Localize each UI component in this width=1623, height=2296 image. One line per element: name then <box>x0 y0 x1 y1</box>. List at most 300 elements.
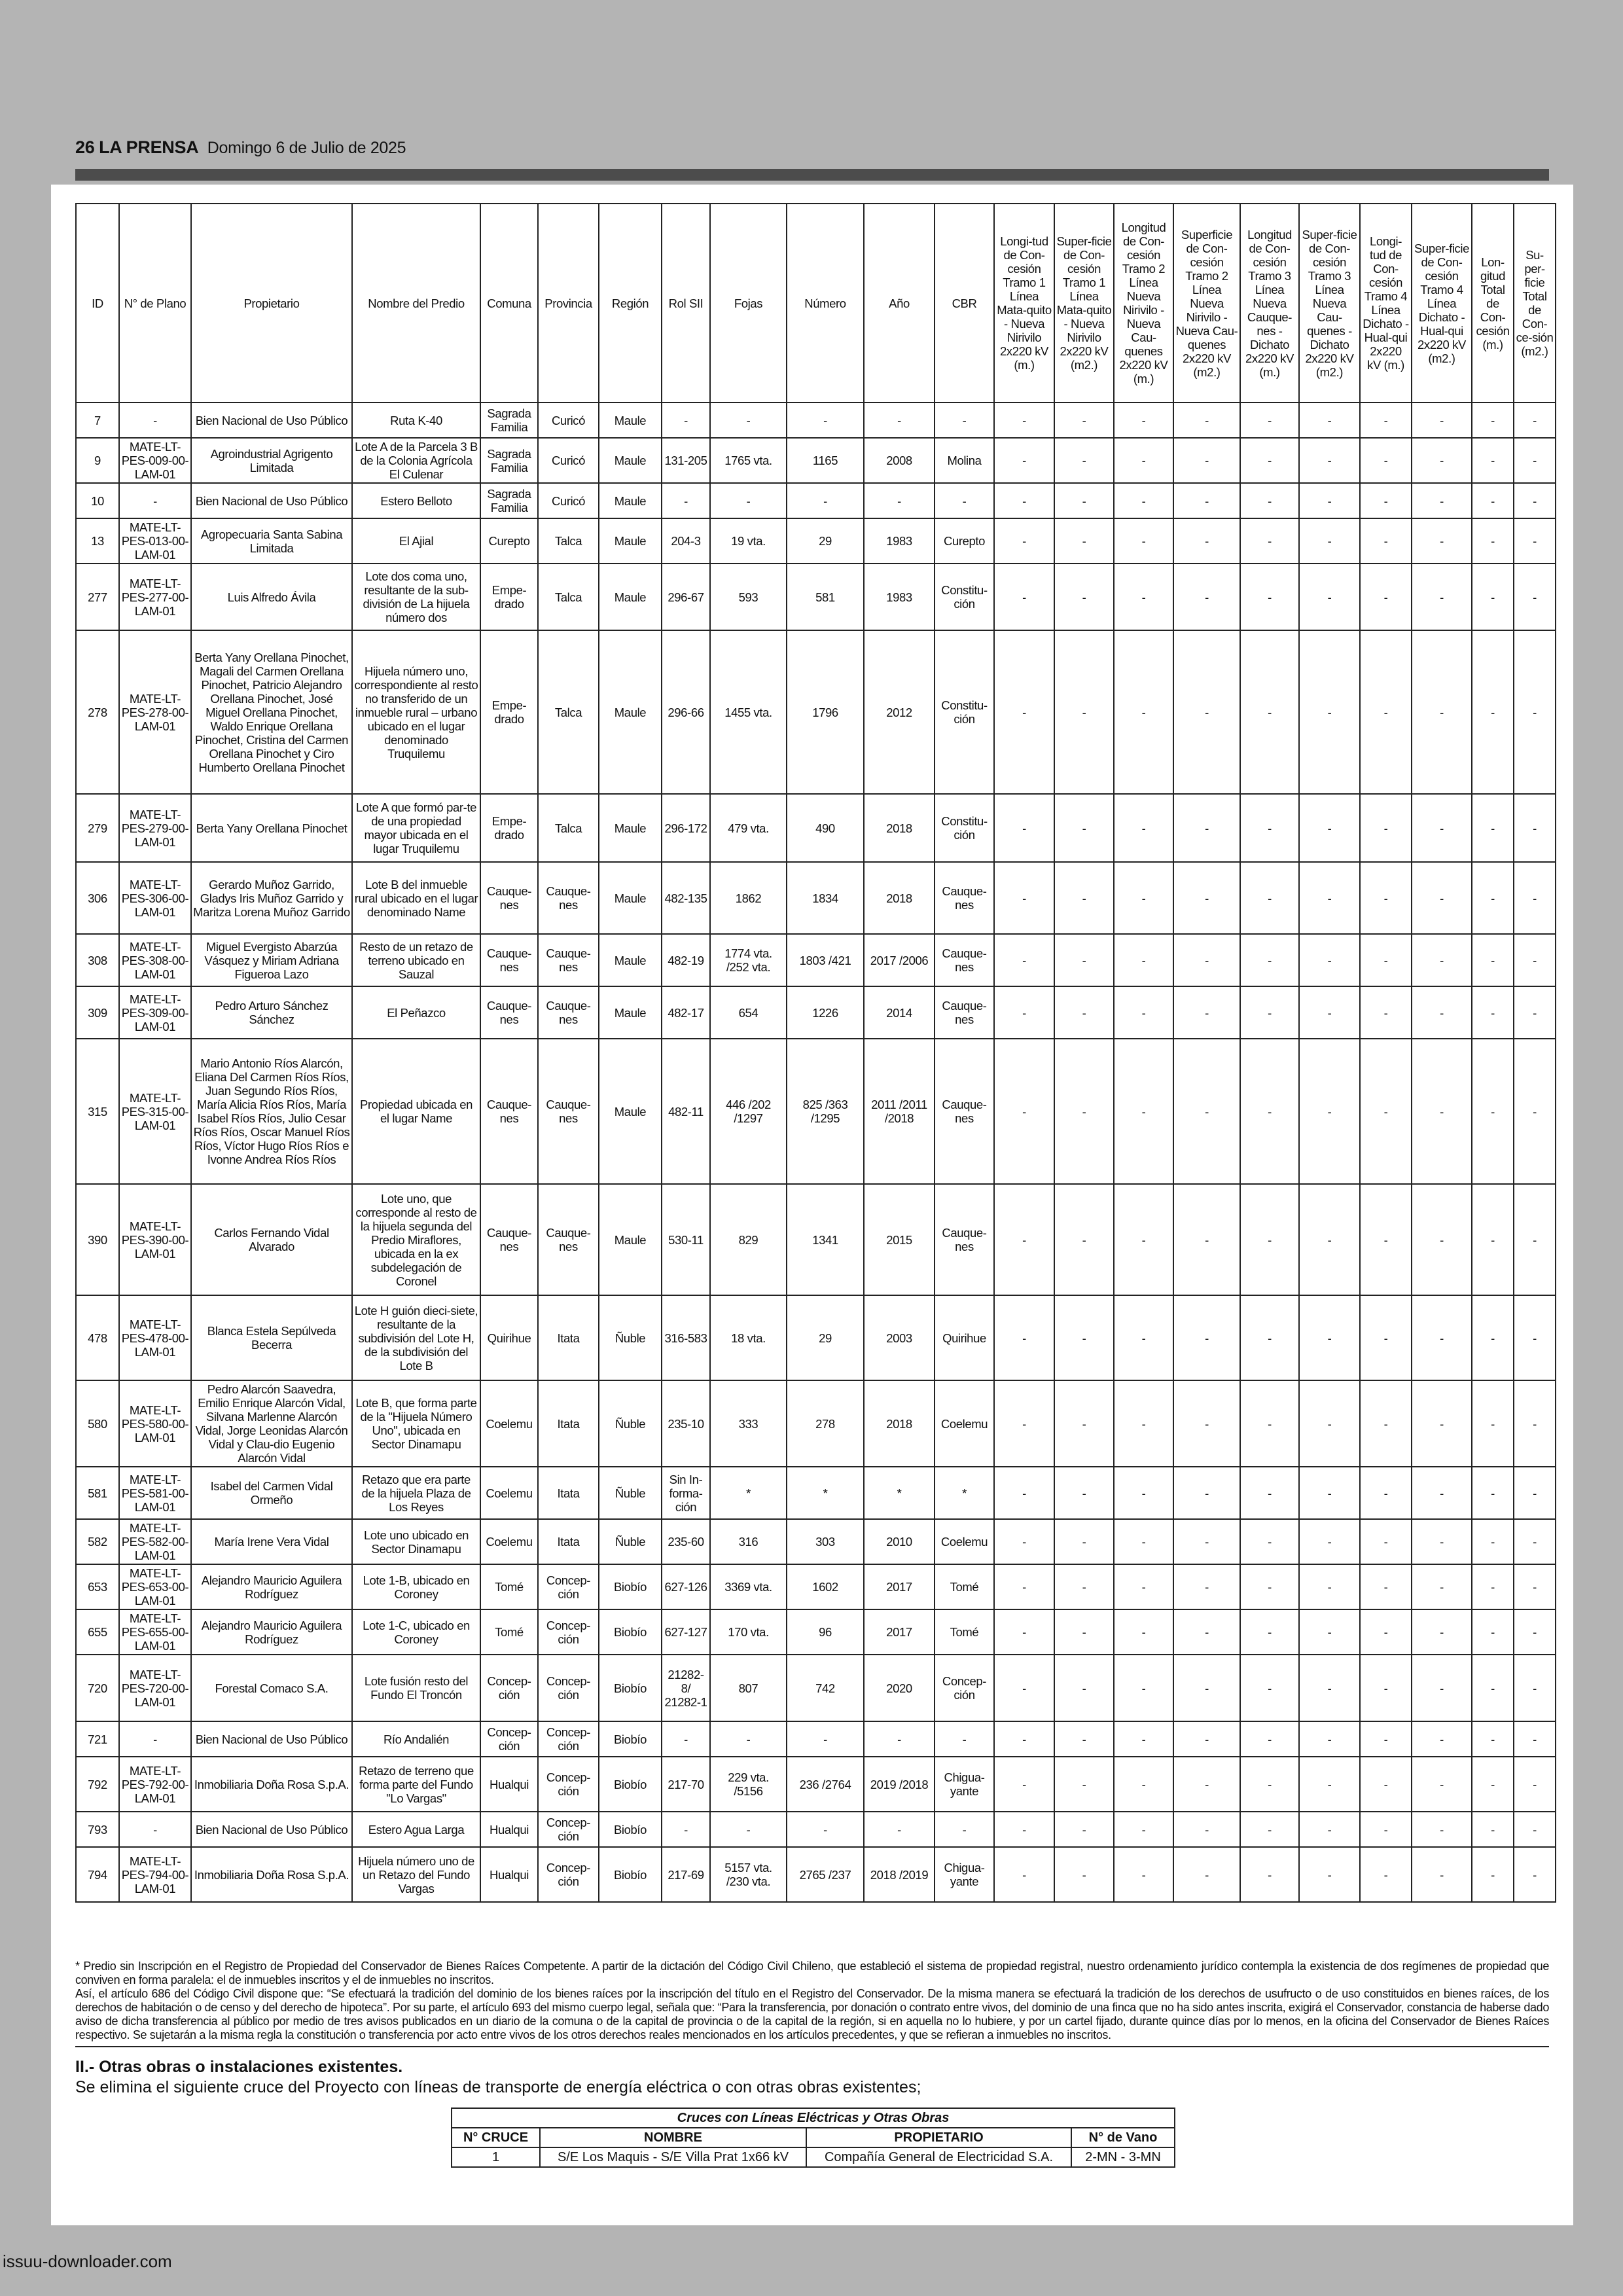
table-header-cell: Nombre del Predio <box>352 204 480 403</box>
table-cell: 478 <box>76 1295 119 1380</box>
table-cell: - <box>1114 1655 1173 1721</box>
table-cell: Retazo que era parte de la hijuela Plaza de Los Reyes <box>352 1467 480 1519</box>
table-cell: - <box>1299 1467 1360 1519</box>
table-cell: Berta Yany Orellana Pinochet <box>191 794 352 862</box>
table-cell: - <box>1240 794 1299 862</box>
table-cell: - <box>1472 1380 1514 1467</box>
table-cell: 296-172 <box>662 794 710 862</box>
table-row <box>76 438 1556 483</box>
table-cell: - <box>1054 862 1114 934</box>
table-cell: Empe-drado <box>480 564 538 630</box>
table-header-cell: ID <box>76 204 119 403</box>
table-cell: - <box>994 1609 1054 1655</box>
table-cell: Curepto <box>480 518 538 564</box>
table-cell: Lote fusión resto del Fundo El Troncón <box>352 1655 480 1721</box>
table-cell: 1774 vta. /252 vta. <box>710 934 787 986</box>
table-cell: - <box>994 1039 1054 1184</box>
table-row <box>76 1039 1556 1184</box>
table-cell: 279 <box>76 794 119 862</box>
table-cell: 5157 vta. /230 vta. <box>710 1847 787 1902</box>
table-cell: - <box>864 403 935 438</box>
table-cell: - <box>1412 1655 1472 1721</box>
table-cell: - <box>1412 1184 1472 1295</box>
table-cell: Lote A que formó par-te de una propiedad mayor ubicada en el lugar Truquilemu <box>352 794 480 862</box>
table-cell: - <box>1299 1812 1360 1847</box>
table-cell: Cauque-nes <box>935 1184 994 1295</box>
table-cell: - <box>1360 1295 1412 1380</box>
table-cell: 479 vta. <box>710 794 787 862</box>
table-cell: 2008 <box>864 438 935 483</box>
table-cell: - <box>662 1812 710 1847</box>
table-row <box>76 1467 1556 1519</box>
table-cell: - <box>1412 1721 1472 1757</box>
table-cell: - <box>1472 1721 1514 1757</box>
table-cell: - <box>1054 1295 1114 1380</box>
crossings-header-cell: PROPIETARIO <box>806 2128 1071 2147</box>
table-cell: Cauque-nes <box>480 862 538 934</box>
table-cell: - <box>1173 1564 1240 1609</box>
table-cell: 1862 <box>710 862 787 934</box>
table-cell: Constitu-ción <box>935 630 994 794</box>
table-cell: Concep-ción <box>538 1564 599 1609</box>
table-cell: - <box>1240 986 1299 1039</box>
table-cell: 13 <box>76 518 119 564</box>
table-cell: Hualqui <box>480 1812 538 1847</box>
newspaper-name: LA PRENSA <box>99 137 199 157</box>
table-cell: MATE-LT-PES-580-00-LAM-01 <box>119 1380 191 1467</box>
table-cell: - <box>662 1721 710 1757</box>
table-cell: Constitu-ción <box>935 794 994 862</box>
table-cell: - <box>1114 1564 1173 1609</box>
table-cell: 446 /202 /1297 <box>710 1039 787 1184</box>
table-cell: - <box>1054 794 1114 862</box>
table-cell: - <box>994 934 1054 986</box>
table-cell: Bien Nacional de Uso Público <box>191 403 352 438</box>
table-cell: - <box>1472 1812 1514 1847</box>
table-cell: - <box>994 1519 1054 1564</box>
table-cell: * <box>787 1467 864 1519</box>
table-cell: - <box>1240 1757 1299 1812</box>
table-cell: Hijuela número uno de un Retazo del Fundo Vargas <box>352 1847 480 1902</box>
table-header-cell: CBR <box>935 204 994 403</box>
table-cell: Concep-ción <box>538 1757 599 1812</box>
table-cell: Cauque-nes <box>480 934 538 986</box>
table-cell: - <box>1472 934 1514 986</box>
table-cell: - <box>1412 438 1472 483</box>
table-cell: - <box>1173 862 1240 934</box>
table-cell: 316 <box>710 1519 787 1564</box>
table-cell: 2014 <box>864 986 935 1039</box>
table-cell: - <box>1054 518 1114 564</box>
table-cell: Cauque-nes <box>935 986 994 1039</box>
table-cell: - <box>1514 794 1556 862</box>
table-cell: 2020 <box>864 1655 935 1721</box>
table-cell: Concep-ción <box>935 1655 994 1721</box>
table-cell: Lote uno ubicado en Sector Dinamapu <box>352 1519 480 1564</box>
table-cell: Bien Nacional de Uso Público <box>191 1721 352 1757</box>
table-cell: - <box>1472 1467 1514 1519</box>
table-cell: Coelemu <box>935 1380 994 1467</box>
table-cell: - <box>1114 518 1173 564</box>
table-cell: - <box>1114 862 1173 934</box>
table-cell: Bien Nacional de Uso Público <box>191 483 352 518</box>
table-cell: - <box>1114 1295 1173 1380</box>
table-cell: - <box>1472 438 1514 483</box>
table-cell: - <box>1360 1655 1412 1721</box>
table-cell: Cauque-nes <box>538 986 599 1039</box>
table-cell: - <box>1299 794 1360 862</box>
table-cell: Talca <box>538 794 599 862</box>
table-cell: Cauque-nes <box>935 934 994 986</box>
table-cell: Lote B del inmueble rural ubicado en el lugar denominado Name <box>352 862 480 934</box>
table-cell: 29 <box>787 518 864 564</box>
table-cell: - <box>1114 1519 1173 1564</box>
table-cell: MATE-LT-PES-309-00-LAM-01 <box>119 986 191 1039</box>
table-cell: - <box>1240 1039 1299 1184</box>
table-cell: 96 <box>787 1609 864 1655</box>
crossings-header-cell: N° CRUCE <box>452 2128 540 2147</box>
table-cell: - <box>1054 1847 1114 1902</box>
crossings-header-cell: NOMBRE <box>540 2128 806 2147</box>
table-cell: 482-11 <box>662 1039 710 1184</box>
table-cell: 721 <box>76 1721 119 1757</box>
table-cell: - <box>1412 794 1472 862</box>
table-cell: - <box>1173 986 1240 1039</box>
table-cell: - <box>1514 862 1556 934</box>
table-cell: Curicó <box>538 403 599 438</box>
table-cell: - <box>1054 986 1114 1039</box>
table-cell: - <box>1412 630 1472 794</box>
table-cell: Coelemu <box>480 1467 538 1519</box>
table-cell: 482-19 <box>662 934 710 986</box>
table-cell: - <box>1054 1519 1114 1564</box>
table-cell: - <box>1472 986 1514 1039</box>
table-cell: - <box>864 1721 935 1757</box>
table-cell: - <box>864 483 935 518</box>
table-cell: Biobío <box>599 1757 662 1812</box>
table-cell: Quirihue <box>480 1295 538 1380</box>
table-cell: Maule <box>599 518 662 564</box>
table-row <box>76 1812 1556 1847</box>
table-cell: - <box>1173 518 1240 564</box>
table-cell: - <box>994 564 1054 630</box>
table-cell: - <box>1173 1519 1240 1564</box>
table-cell: - <box>119 1721 191 1757</box>
newspaper-page <box>51 185 1573 2225</box>
crossings-table <box>451 2108 1175 2168</box>
table-cell: 1983 <box>864 564 935 630</box>
table-cell: Maule <box>599 630 662 794</box>
table-cell: 825 /363 /1295 <box>787 1039 864 1184</box>
table-cell: 793 <box>76 1812 119 1847</box>
table-cell: 482-135 <box>662 862 710 934</box>
table-cell: Lote H guión dieci-siete, resultante de la subdivisión del Lote H, de la subdivisión del Lote B <box>352 1295 480 1380</box>
table-cell: 580 <box>76 1380 119 1467</box>
table-cell: - <box>1114 794 1173 862</box>
table-cell: - <box>1173 1812 1240 1847</box>
table-cell: MATE-LT-PES-794-00-LAM-01 <box>119 1847 191 1902</box>
table-cell: - <box>1514 1519 1556 1564</box>
table-cell: Maule <box>599 986 662 1039</box>
table-cell: 1602 <box>787 1564 864 1609</box>
watermark: issuu-downloader.com <box>3 2251 172 2271</box>
table-cell: - <box>1240 403 1299 438</box>
table-cell: - <box>1299 1380 1360 1467</box>
table-cell: Retazo de terreno que forma parte del Fundo "Lo Vargas" <box>352 1757 480 1812</box>
table-cell: Molina <box>935 438 994 483</box>
table-cell: - <box>1240 438 1299 483</box>
table-cell: 2018 <box>864 862 935 934</box>
table-cell: - <box>1412 1564 1472 1609</box>
table-cell: - <box>1054 438 1114 483</box>
table-cell: - <box>1240 1380 1299 1467</box>
table-cell: - <box>1360 1467 1412 1519</box>
table-cell: - <box>994 1380 1054 1467</box>
table-cell: - <box>1173 564 1240 630</box>
table-cell: El Ajial <box>352 518 480 564</box>
masthead <box>75 137 406 158</box>
table-cell: - <box>787 1812 864 1847</box>
table-cell: - <box>1114 483 1173 518</box>
table-cell: - <box>994 1564 1054 1609</box>
table-cell: Lote uno, que corresponde al resto de la hijuela segunda del Predio Miraflores, ubicada en la ex subdelegación de Coronel <box>352 1184 480 1295</box>
table-cell: Biobío <box>599 1812 662 1847</box>
table-cell: 2011 /2011 /2018 <box>864 1039 935 1184</box>
table-cell: - <box>1472 794 1514 862</box>
table-header-cell: Super-ficie de Con-cesión Tramo 1 Línea Mata-quito - Nueva Nirivilo 2x220 kV (m2.) <box>1054 204 1114 403</box>
crossings-cell: 2-MN - 3-MN <box>1071 2147 1175 2167</box>
table-cell: - <box>935 1812 994 1847</box>
table-cell: 593 <box>710 564 787 630</box>
table-header-cell: Año <box>864 204 935 403</box>
table-cell: - <box>994 1655 1054 1721</box>
table-cell: 2018 <box>864 794 935 862</box>
table-cell: 654 <box>710 986 787 1039</box>
table-cell: - <box>1514 1184 1556 1295</box>
crossings-cell: Compañía General de Electricidad S.A. <box>806 2147 1071 2167</box>
table-cell: - <box>1173 483 1240 518</box>
table-row <box>76 483 1556 518</box>
table-cell: - <box>1054 1184 1114 1295</box>
table-cell: 1803 /421 <box>787 934 864 986</box>
table-cell: 303 <box>787 1519 864 1564</box>
table-cell: - <box>119 483 191 518</box>
table-cell: Cauque-nes <box>538 934 599 986</box>
table-cell: - <box>1299 564 1360 630</box>
table-cell: - <box>1173 1467 1240 1519</box>
table-cell: - <box>1514 518 1556 564</box>
table-cell: 581 <box>787 564 864 630</box>
table-cell: 2018 /2019 <box>864 1847 935 1902</box>
table-cell: - <box>1514 438 1556 483</box>
table-header-cell: Longi-tud de Con-cesión Tramo 4 Línea Dichato - Hual-qui 2x220 kV (m.) <box>1360 204 1412 403</box>
table-cell: - <box>1360 1721 1412 1757</box>
table-cell: Coelemu <box>480 1380 538 1467</box>
crossings-header-cell: N° de Vano <box>1071 2128 1175 2147</box>
table-header-cell: Región <box>599 204 662 403</box>
table-cell: Sagrada Familia <box>480 403 538 438</box>
table-cell: Maule <box>599 403 662 438</box>
table-cell: Chigua-yante <box>935 1757 994 1812</box>
table-cell: * <box>710 1467 787 1519</box>
table-cell: 390 <box>76 1184 119 1295</box>
table-cell: - <box>1514 1721 1556 1757</box>
table-cell: Berta Yany Orellana Pinochet, Magali del Carmen Orellana Pinochet, Patricio Alejandro Orellana Pinochet, José Miguel Orellana Pinochet, Waldo Enrique Orellana Pinochet, Cristina del Carmen Orellana Pinochet y Ciro Humberto Orellana Pinochet <box>191 630 352 794</box>
table-cell: - <box>1299 1039 1360 1184</box>
table-cell: - <box>1240 483 1299 518</box>
table-cell: - <box>1240 1847 1299 1902</box>
table-cell: - <box>1472 403 1514 438</box>
table-cell: - <box>1299 934 1360 986</box>
table-cell: - <box>1360 1609 1412 1655</box>
table-cell: - <box>994 1295 1054 1380</box>
table-cell: - <box>787 483 864 518</box>
table-cell: - <box>1472 1847 1514 1902</box>
table-cell: Concep-ción <box>538 1609 599 1655</box>
table-cell: MATE-LT-PES-653-00-LAM-01 <box>119 1564 191 1609</box>
table-cell: - <box>1472 518 1514 564</box>
header-rule <box>75 169 1549 181</box>
crossings-table-caption: Cruces con Líneas Eléctricas y Otras Obras <box>452 2108 1175 2128</box>
table-cell: Maule <box>599 564 662 630</box>
table-cell: - <box>1299 438 1360 483</box>
table-cell: Curicó <box>538 483 599 518</box>
table-cell: - <box>662 403 710 438</box>
table-header-cell: Super-ficie de Con-cesión Tramo 4 Línea Dichato - Hual-qui 2x220 kV (m2.) <box>1412 204 1472 403</box>
table-cell: - <box>1472 1519 1514 1564</box>
table-cell: 9 <box>76 438 119 483</box>
table-cell: * <box>935 1467 994 1519</box>
table-cell: Cauque-nes <box>538 1039 599 1184</box>
table-row <box>76 564 1556 630</box>
table-cell: Maule <box>599 438 662 483</box>
table-cell: 204-3 <box>662 518 710 564</box>
table-cell: 316-583 <box>662 1295 710 1380</box>
table-cell: - <box>1360 862 1412 934</box>
table-cell: MATE-LT-PES-581-00-LAM-01 <box>119 1467 191 1519</box>
table-cell: Propiedad ubicada en el lugar Name <box>352 1039 480 1184</box>
table-cell: - <box>1514 1812 1556 1847</box>
issue-date: Domingo 6 de Julio de 2025 <box>207 139 406 157</box>
table-cell: - <box>1412 1295 1472 1380</box>
table-cell: - <box>1054 630 1114 794</box>
table-cell: - <box>1114 630 1173 794</box>
table-cell: 482-17 <box>662 986 710 1039</box>
table-cell: 627-127 <box>662 1609 710 1655</box>
table-cell: Ruta K-40 <box>352 403 480 438</box>
table-cell: - <box>1514 403 1556 438</box>
table-cell: 306 <box>76 862 119 934</box>
table-cell: - <box>1472 483 1514 518</box>
table-cell: - <box>994 1467 1054 1519</box>
table-cell: - <box>1412 564 1472 630</box>
table-row <box>76 1519 1556 1564</box>
table-cell: 217-69 <box>662 1847 710 1902</box>
section-text: Se elimina el siguiente cruce del Proyecto con líneas de transporte de energía eléctrica o con otras obras existentes; <box>75 2078 921 2096</box>
table-cell: Lote 1-B, ubicado en Coroney <box>352 1564 480 1609</box>
table-cell: Curepto <box>935 518 994 564</box>
table-cell: - <box>1412 1847 1472 1902</box>
table-cell: 2765 /237 <box>787 1847 864 1902</box>
table-header-cell: Rol SII <box>662 204 710 403</box>
table-cell: - <box>1412 403 1472 438</box>
table-cell: Biobío <box>599 1721 662 1757</box>
table-cell: 236 /2764 <box>787 1757 864 1812</box>
table-row <box>76 1757 1556 1812</box>
table-cell: - <box>994 1721 1054 1757</box>
table-cell: - <box>1472 1757 1514 1812</box>
table-cell: - <box>1514 1655 1556 1721</box>
table-row <box>76 794 1556 862</box>
table-cell: 2017 /2006 <box>864 934 935 986</box>
table-cell: Talca <box>538 518 599 564</box>
table-header-cell: Longitud de Con-cesión Tramo 3 Línea Nueva Cauque-nes - Dichato 2x220 kV (m.) <box>1240 204 1299 403</box>
table-cell: - <box>1114 1609 1173 1655</box>
table-cell: 315 <box>76 1039 119 1184</box>
table-cell: - <box>1173 1757 1240 1812</box>
table-cell: Cauque-nes <box>935 1039 994 1184</box>
table-cell: - <box>710 483 787 518</box>
table-cell: 2010 <box>864 1519 935 1564</box>
table-cell: Pedro Alarcón Saavedra, Emilio Enrique Alarcón Vidal, Silvana Marlenne Alarcón Vidal, Jorge Leonidas Alarcón Vidal y Clau-dio Eugenio Alarcón Vidal <box>191 1380 352 1467</box>
table-cell: Coelemu <box>480 1519 538 1564</box>
table-cell: Sagrada Familia <box>480 483 538 518</box>
table-cell: - <box>1114 1467 1173 1519</box>
table-cell: 1341 <box>787 1184 864 1295</box>
table-cell: Maule <box>599 934 662 986</box>
table-cell: El Peñazco <box>352 986 480 1039</box>
table-cell: - <box>1514 483 1556 518</box>
table-cell: Coelemu <box>935 1519 994 1564</box>
table-header-cell: Propietario <box>191 204 352 403</box>
table-cell: - <box>1114 1039 1173 1184</box>
table-cell: Maule <box>599 794 662 862</box>
table-cell: 627-126 <box>662 1564 710 1609</box>
table-cell: 792 <box>76 1757 119 1812</box>
table-header-cell: Super-ficie de Con-cesión Tramo 3 Línea Nueva Cau-quenes - Dichato 2x220 kV (m2.) <box>1299 204 1360 403</box>
table-cell: Concep-ción <box>480 1655 538 1721</box>
table-cell: 235-10 <box>662 1380 710 1467</box>
table-cell: - <box>1299 1847 1360 1902</box>
table-cell: - <box>1173 794 1240 862</box>
table-cell: - <box>1114 403 1173 438</box>
table-cell: - <box>1173 1847 1240 1902</box>
table-header-row <box>76 204 1556 403</box>
table-row <box>76 862 1556 934</box>
note-paragraph: * Predio sin Inscripción en el Registro de Propiedad del Conservador de Bienes Raíces Competente. A partir de la dictación del Código Civil Chileno, que estableció el sistema de propiedad registral, nuestro ordenamiento jurídico contempla la existencia de dos regímenes de propiedad que conviven en forma paralela: el de inmuebles inscritos y el de inmuebles no inscritos. <box>75 1960 1549 1986</box>
table-cell: 490 <box>787 794 864 862</box>
table-cell: - <box>1299 518 1360 564</box>
table-row <box>76 934 1556 986</box>
table-cell: - <box>1299 1721 1360 1757</box>
table-cell: 1834 <box>787 862 864 934</box>
table-cell: Isabel del Carmen Vidal Ormeño <box>191 1467 352 1519</box>
table-cell: - <box>1240 1721 1299 1757</box>
table-cell: 1796 <box>787 630 864 794</box>
table-cell: 18 vta. <box>710 1295 787 1380</box>
table-cell: - <box>1299 1757 1360 1812</box>
table-cell: MATE-LT-PES-390-00-LAM-01 <box>119 1184 191 1295</box>
table-cell: 170 vta. <box>710 1609 787 1655</box>
table-cell: Resto de un retazo de terreno ubicado en Sauzal <box>352 934 480 986</box>
table-cell: 655 <box>76 1609 119 1655</box>
table-cell: 2015 <box>864 1184 935 1295</box>
table-cell: Empe-drado <box>480 794 538 862</box>
table-cell: MATE-LT-PES-278-00-LAM-01 <box>119 630 191 794</box>
table-cell: MATE-LT-PES-315-00-LAM-01 <box>119 1039 191 1184</box>
table-cell: - <box>1054 564 1114 630</box>
table-cell: Ñuble <box>599 1519 662 1564</box>
